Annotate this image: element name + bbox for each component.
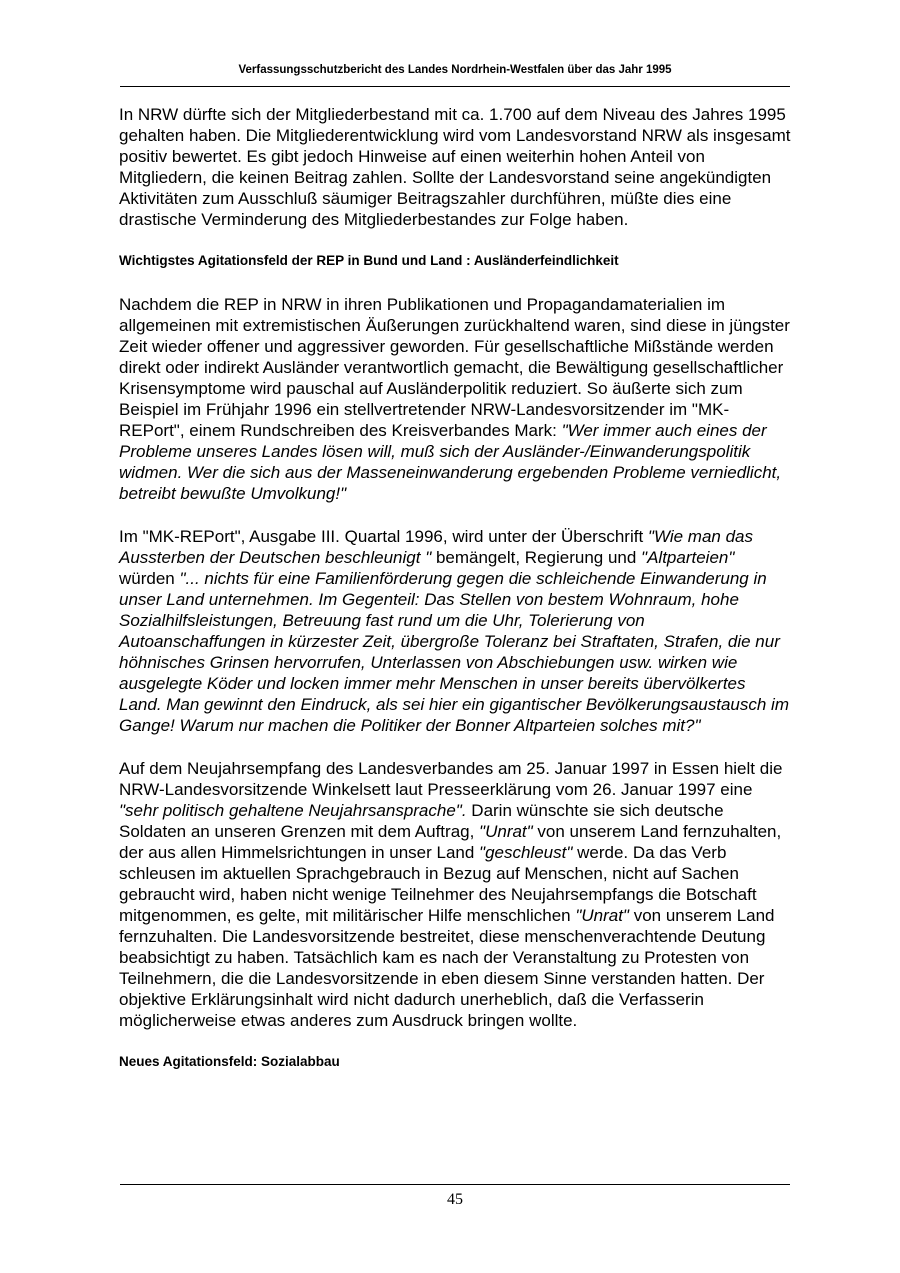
page-content: [119, 104, 791, 1095]
running-header: Verfassungsschutzbericht des Landes Nordrhein-Westfalen über das Jahr 1995: [238, 64, 672, 76]
quote: "Unrat": [479, 822, 533, 841]
paragraph-text: Im "MK-REPort", Ausgabe III. Quartal 1996, wird unter der Überschrift: [119, 527, 648, 546]
quote: "Wie man das Aussterben der Deutschen beschleunigt ": [119, 527, 753, 567]
paragraph-membership: In NRW dürfte sich der Mitgliederbestand mit ca. 1.700 auf dem Niveau des Jahres 1995 gehalten haben. Die Mitgliederentwicklung wird vom Landesvorstand NRW als insgesamt positiv bewertet. Es gibt jedoch Hinweise auf einen weiterhin hohen Anteil von Mitgliedern, die keinen Beitrag zahlen. Sollte der Landesvorstand seine angekündigten Aktivitäten zum Ausschluß säumiger Beitragszahler durchführen, müßte dies eine drastische Verminderung des Mitgliederbestandes zur Folge haben.: [119, 105, 791, 229]
quote: "sehr politisch gehaltene Neujahrsansprache".: [119, 801, 467, 820]
footer-rule: [120, 1184, 790, 1185]
paragraph-text: werde. Da das Verb schleusen im aktuellen Sprachgebrauch in Bezug auf Menschen, nicht auf Sachen gebraucht wird, haben nicht wenige Teilnehmer des Neujahrsempfangs die Botschaft mitgenommen, es gelte, mit militärischer Hilfe menschlichen: [119, 843, 757, 925]
paragraph-text: Auf dem Neujahrsempfang des Landesverbandes am 25. Januar 1997 in Essen hielt die NRW-Landesvorsitzende Winkelsett laut Presseerklärung vom 26. Januar 1997 eine: [119, 759, 783, 799]
quote: "... nichts für eine Familienförderung gegen die schleichende Einwanderung in unser Land unternehmen. Im Gegenteil: Das Stellen von bestem Wohnraum, hohe Sozialhilfsleistungen, Betreuung fast rund um die Uhr, Tolerierung von Autoanschaffungen in kürzester Zeit, übergroße Toleranz bei Straftaten, Strafen, die nur höhnisches Grinsen hervorrufen, Unterlassen von Abschiebungen usw. wirken wie ausgelegte Köder und locken immer mehr Menschen in unser bereits übervölkertes Land. Man gewinnt den Eindruck, als sei hier ein gigantischer Bevölkerungsaustausch im Gange! Warum nur machen die Politiker der Bonner Altparteien solches mit?": [119, 569, 789, 735]
section-heading-auslaenderfeindlichkeit: Wichtigstes Agitationsfeld der REP in Bund und Land : Ausländerfeindlichkeit: [119, 253, 619, 268]
section-heading-sozialabbau: Neues Agitationsfeld: Sozialabbau: [119, 1054, 340, 1069]
paragraph-text: von unserem Land fernzuhalten, der aus allen Himmelsrichtungen in unser Land: [119, 822, 782, 862]
paragraph-text: Nachdem die REP in NRW in ihren Publikationen und Propagandamaterialien im allgemeinen mit extremistischen Äußerungen zurückhaltend waren, sind diese in jüngster Zeit wieder offener und aggressiver geworden. Für gesellschaftliche Mißstände werden direkt oder indirekt Ausländer verantwortlich gemacht, die Bewältigung gesellschaftlicher Krisensymptome wird pauschal auf Ausländerpolitik reduziert. So äußerte sich zum Beispiel im Frühjahr 1996 ein stellvertretender NRW-Landesvorsitzender im "MK-REPort", einem Rundschreiben des Kreisverbandes Mark:: [119, 295, 790, 440]
header-rule: [120, 86, 790, 87]
quote: "geschleust": [479, 843, 573, 862]
paragraph-publications: [119, 294, 791, 504]
quote: "Unrat": [575, 906, 629, 925]
paragraph-text: würden: [119, 569, 180, 588]
paragraph-text: Darin wünschte sie sich deutsche Soldaten an unseren Grenzen mit dem Auftrag,: [119, 801, 724, 841]
paragraph-neujahrsempfang: [119, 758, 791, 1031]
quote: "Altparteien": [641, 548, 735, 567]
paragraph-text: bemängelt, Regierung und: [431, 548, 642, 567]
paragraph-text: von unserem Land fernzuhalten. Die Landesvorsitzende bestreitet, diese menschenverachtende Deutung beabsichtigt zu haben. Tatsächlich kam es nach der Veranstaltung zu Protesten von Teilnehmern, die die Landesvorsitzende in eben diesem Sinne verstanden hatten. Der objektive Erklärungsinhalt wird nicht dadurch unerheblich, daß die Verfasserin möglicherweise etwas anderes zum Ausdruck bringen wollte.: [119, 906, 775, 1030]
page-number: 45: [447, 1191, 463, 1208]
paragraph-mk-report: [119, 526, 791, 736]
quote: "Wer immer auch eines der Probleme unseres Landes lösen will, muß sich der Ausländer-/Einwanderungspolitik widmen. Wer die sich aus der Masseneinwanderung ergebenden Probleme verniedlicht, betreibt bewußte Umvolkung!": [119, 421, 782, 503]
